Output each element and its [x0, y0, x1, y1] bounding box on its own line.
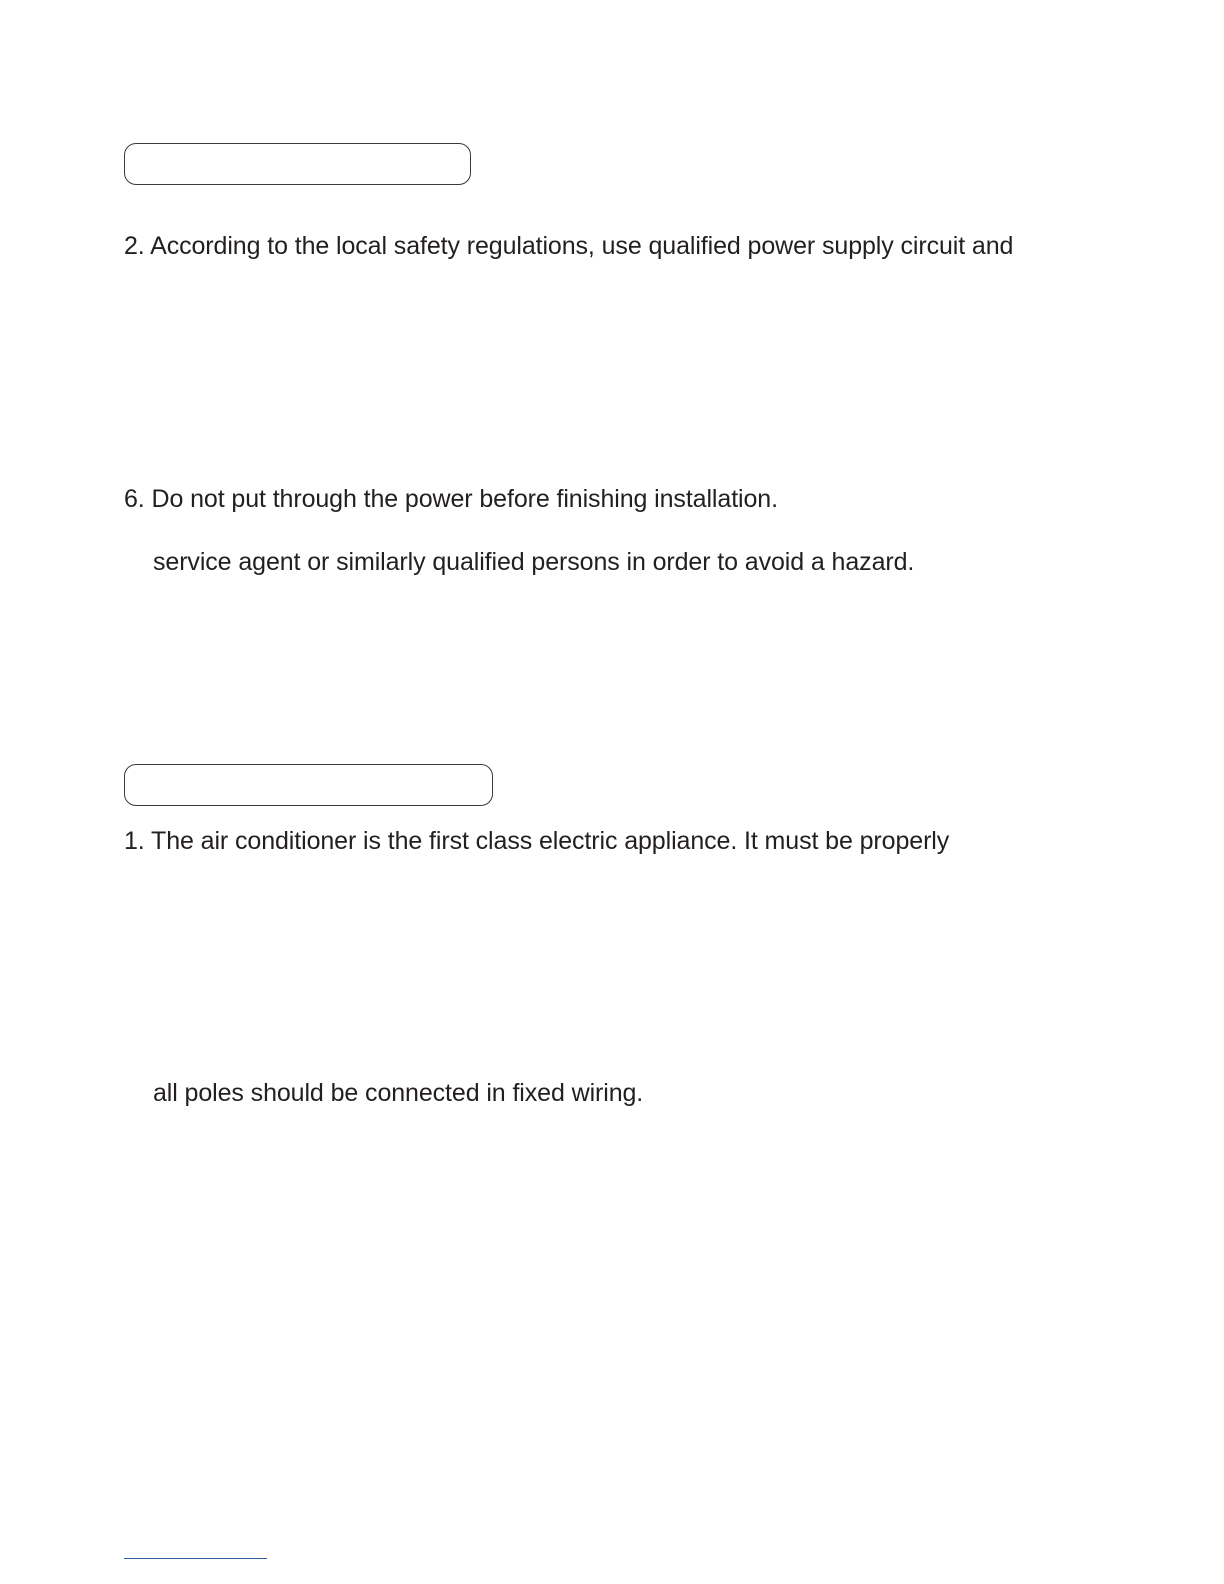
footnote-rule — [124, 1558, 267, 1559]
paragraph-line-continuation-hazard: service agent or similarly qualified persons in order to avoid a hazard. — [153, 548, 915, 576]
paragraph-line-6: 6. Do not put through the power before finishing installation. — [124, 485, 778, 513]
paragraph-line-2: 2. According to the local safety regulations, use qualified power supply circuit and — [124, 232, 1014, 260]
paragraph-line-1: 1. The air conditioner is the first class electric appliance. It must be properly — [124, 827, 950, 855]
section-heading-box-1 — [124, 143, 471, 185]
section-heading-box-2 — [124, 764, 493, 806]
paragraph-line-continuation-wiring: all poles should be connected in fixed wiring. — [153, 1079, 644, 1107]
